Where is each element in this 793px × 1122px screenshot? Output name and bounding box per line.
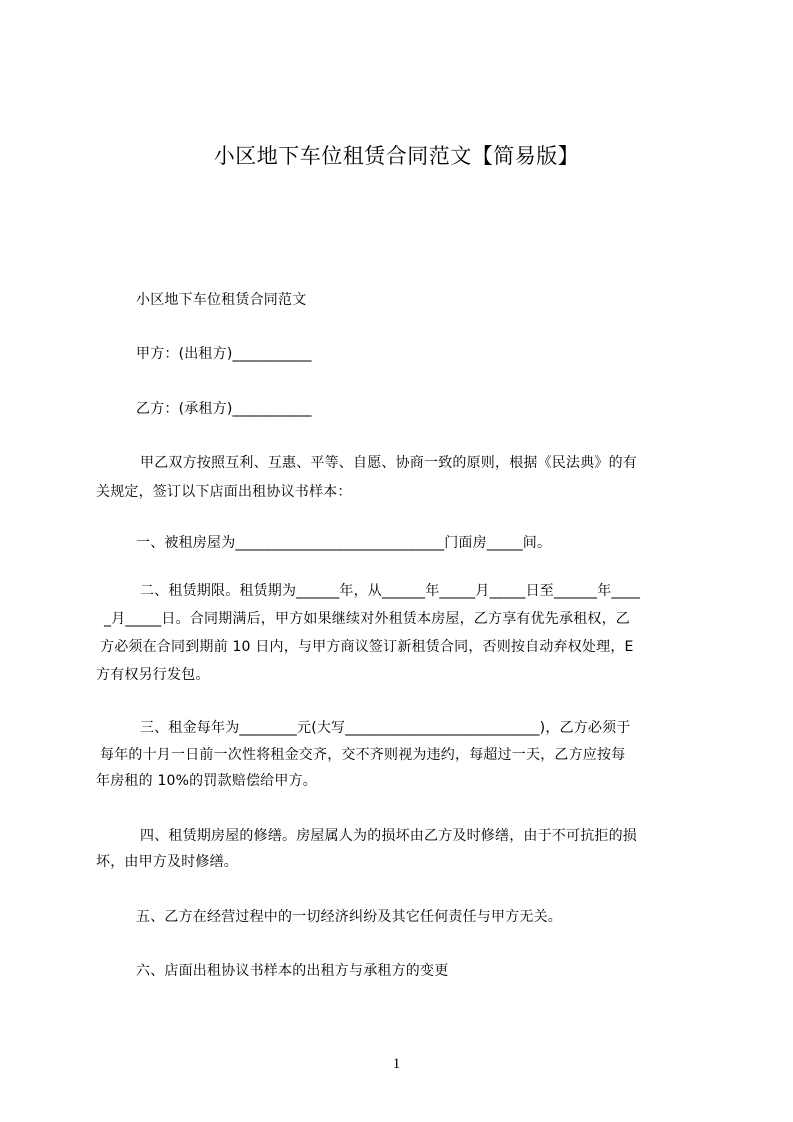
clause-3-line-2: 每年的十月一日前一次性将租金交齐，交不齐则视为违约，每超过一天，乙方应按每 — [100, 747, 626, 763]
party-b-line: 乙方：(承租方)___________ — [136, 401, 312, 417]
clause-4-line-2: 坏，由甲方及时修缮。 — [96, 854, 238, 870]
clause-4-line-1: 四、租赁期房屋的修缮。房屋属人为的损坏由乙方及时修缮，由于不可抗拒的损 — [140, 828, 637, 844]
preamble-line-2: 关规定，签订以下店面出租协议书样本： — [96, 484, 352, 500]
clause-2-line-4: 方有权另行发包。 — [96, 667, 210, 683]
page-title: 小区地下车位租赁合同范文【简易版】 — [213, 144, 580, 168]
clause-6: 六、店面出租协议书样本的出租方与承租方的变更 — [136, 963, 449, 979]
party-a-line: 甲方：(出租方)___________ — [136, 346, 312, 362]
clause-2-line-1: 二、租赁期限。租赁期为______年，从______年_____月_____日至______年____ — [140, 583, 641, 599]
clause-1: 一、被租房屋为_____________________________门面房_____间。 — [136, 535, 552, 551]
clause-2-line-2: _月_____日。合同期满后，甲方如果继续对外租赁本房屋，乙方享有优先承租权，乙 — [104, 611, 630, 627]
document-subtitle: 小区地下车位租赁合同范文 — [136, 292, 307, 308]
clause-3-line-3: 年房租的 10%的罚款赔偿给甲方。 — [96, 773, 317, 789]
page-number: 1 — [392, 1056, 401, 1072]
preamble-line-1: 甲乙双方按照互利、互惠、平等、自愿、协商一致的原则，根据《民法典》的有 — [140, 455, 637, 471]
clause-2-line-3: 方必须在合同到期前 10 日内，与甲方商议签订新租赁合同，否则按自动弃权处理，E — [100, 639, 634, 655]
clause-5: 五、乙方在经营过程中的一切经济纠纷及其它任何责任与甲方无关。 — [136, 909, 562, 925]
clause-3-line-1: 三、租金每年为________元(大写___________________________)，乙方必须于 — [140, 720, 631, 736]
